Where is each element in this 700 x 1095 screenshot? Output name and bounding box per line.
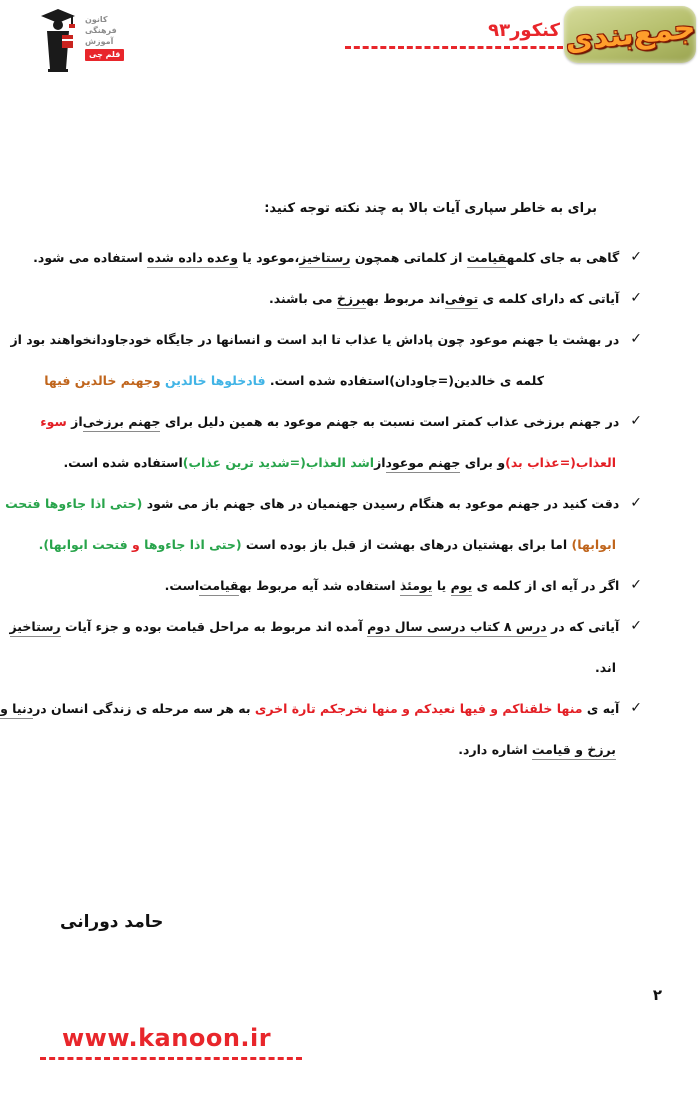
text-segment: از کلماتی همچون (350, 250, 467, 265)
text-segment: اگر در آیه ای از کلمه ی (472, 578, 620, 593)
text-segment: اشاره دارد. (458, 742, 532, 757)
bullet-item (40, 412, 642, 473)
text-segment: ‌از (66, 414, 83, 429)
text-segment: در بهشت یا جهنم موعود چون پاداش یا عذاب تا ابد است و انسانها در جایگاه خودجاودانخواهند بود از (10, 332, 620, 347)
text-segment: ‌اند مربوط به (365, 291, 445, 306)
text-segment: توفی (445, 291, 478, 309)
jambandi-logo (564, 6, 696, 63)
checkmark-icon: ✓ (630, 413, 642, 429)
bullet-line (55, 576, 642, 596)
text-segment: آیاتی که دارای کلمه ی (478, 291, 620, 306)
text-segment: قیامت (199, 578, 239, 596)
bullet-item (5, 494, 642, 555)
bullet-line (5, 494, 642, 514)
text-segment: یوم (451, 578, 473, 596)
bullet-line (55, 658, 642, 678)
checkmark-icon: ✓ (630, 290, 642, 306)
quran-quote: فتحت ابوابها). (38, 537, 128, 552)
bullet-item (55, 576, 642, 596)
text-segment: می باشند. (269, 291, 337, 306)
quran-quote: وجهنم خالدین فیها (44, 373, 161, 388)
bullet-line (38, 535, 642, 555)
text-segment: از (374, 455, 386, 470)
checkmark-icon: ✓ (630, 577, 642, 593)
text-segment: رستاخیز (299, 250, 350, 268)
footer-dashed-line (40, 1057, 302, 1060)
page-number: ۲ (652, 986, 662, 1004)
jambandi-logo-text: جمع‌بندی (563, 10, 697, 59)
bullet-line (55, 453, 642, 473)
text-segment: ‌است. (164, 578, 200, 593)
text-segment: آمده اند مربوط به مراحل قیامت بوده و جزء آیات (60, 619, 368, 634)
bullet-line (40, 412, 642, 432)
text-segment: آیاتی که در (546, 619, 620, 634)
quran-quote: العذاب(=عذاب بد) (505, 455, 616, 470)
document-body (0, 199, 642, 781)
text-segment: برزخ و قیامت (532, 742, 616, 760)
checkmark-icon: ✓ (630, 495, 642, 511)
quran-quote: (حتی اذا جاءوها فتحت (5, 496, 143, 511)
text-segment: قیامت (467, 250, 507, 268)
exam-title: کنکور۹۳ (488, 20, 560, 41)
text-segment: یا (432, 578, 451, 593)
text-segment: جهنم برزخی (83, 414, 161, 432)
text-segment: استفاده می شود. (33, 250, 148, 265)
kanoon-logo-text (85, 15, 124, 61)
text-segment: گاهی به جای کلمه (506, 250, 620, 265)
bullet-line (0, 699, 642, 719)
quran-quote: (حتی اذا جاءوها (139, 537, 242, 552)
text-segment: و برای (460, 455, 506, 470)
bullet-item (33, 248, 642, 268)
quran-quote: سوء (40, 414, 67, 429)
text-segment: اند. (595, 660, 616, 675)
bullet-item (9, 617, 642, 678)
text-segment: جهنم موعود (386, 455, 461, 473)
checkmark-icon: ✓ (630, 700, 642, 716)
bullet-item (10, 330, 642, 391)
text-segment: برزخ (337, 291, 366, 309)
intro-line: برای به خاطر سپاری آیات بالا به چند نکته توجه کنید: (264, 201, 597, 216)
text-segment: به هر سه مرحله ی زندگی انسان در (33, 701, 255, 716)
text-segment: درس ۸ کتاب درسی سال دوم (367, 619, 547, 637)
logo-line: کانون (85, 15, 108, 24)
notes-list (0, 248, 642, 760)
ghalamchi-badge: قلم چی (85, 49, 124, 61)
text-segment: استفاده شد آیه مربوط به (238, 578, 400, 593)
checkmark-icon: ✓ (630, 618, 642, 634)
logo-line: فرهنگی (85, 26, 117, 35)
logo-line: آموزش (85, 37, 114, 46)
text-segment: رستاخیز (10, 619, 61, 637)
text-segment: آیه ی (582, 701, 620, 716)
bullet-line (33, 248, 642, 268)
quran-quote: فادخلوها خالدین (160, 373, 266, 388)
bullet-line (44, 371, 642, 391)
quran-quote: ابوابها) (571, 537, 616, 552)
text-segment: کلمه ی خالدین(=جاودان)استفاده شده است. (265, 373, 544, 388)
text-segment: دقت کنید در جهنم موعود به هنگام رسیدن جهنمیان در های جهنم باز می شود (142, 496, 620, 511)
quran-quote: منها خلقناکم و فیها نعیدکم و منها نخرجکم تارة اخری (254, 701, 583, 716)
bullet-line (55, 289, 642, 309)
text-segment: یومئذ (400, 578, 433, 596)
text-segment: در جهنم برزخی عذاب کمتر است نسبت به جهنم موعود به همین دلیل برای (160, 414, 620, 429)
quran-quote: اشد العذاب(=شدید ترین عذاب) (182, 455, 375, 470)
checkmark-icon: ✓ (630, 331, 642, 347)
website-link[interactable]: www.kanoon.ir (62, 1024, 272, 1052)
text-segment: اما برای بهشتیان درهای بهشت از قبل باز بوده است (241, 537, 572, 552)
bullet-line (9, 617, 642, 637)
bullet-item (0, 699, 642, 760)
checkmark-icon: ✓ (630, 249, 642, 265)
bullet-line (55, 740, 642, 760)
bullet-line (10, 330, 642, 350)
author-name: حامد دورانی (60, 912, 164, 932)
graduate-figure-icon (35, 5, 81, 73)
bullet-item (55, 289, 642, 309)
text-segment: استفاده شده است. (63, 455, 183, 470)
text-segment: وعده داده شده (147, 250, 238, 268)
text-segment: ،موعود یا (238, 250, 300, 265)
text-segment: دنیا و (0, 701, 33, 719)
quran-quote: و (127, 537, 140, 552)
kanoon-logo (35, 5, 124, 73)
header-dashed-line (345, 46, 563, 49)
